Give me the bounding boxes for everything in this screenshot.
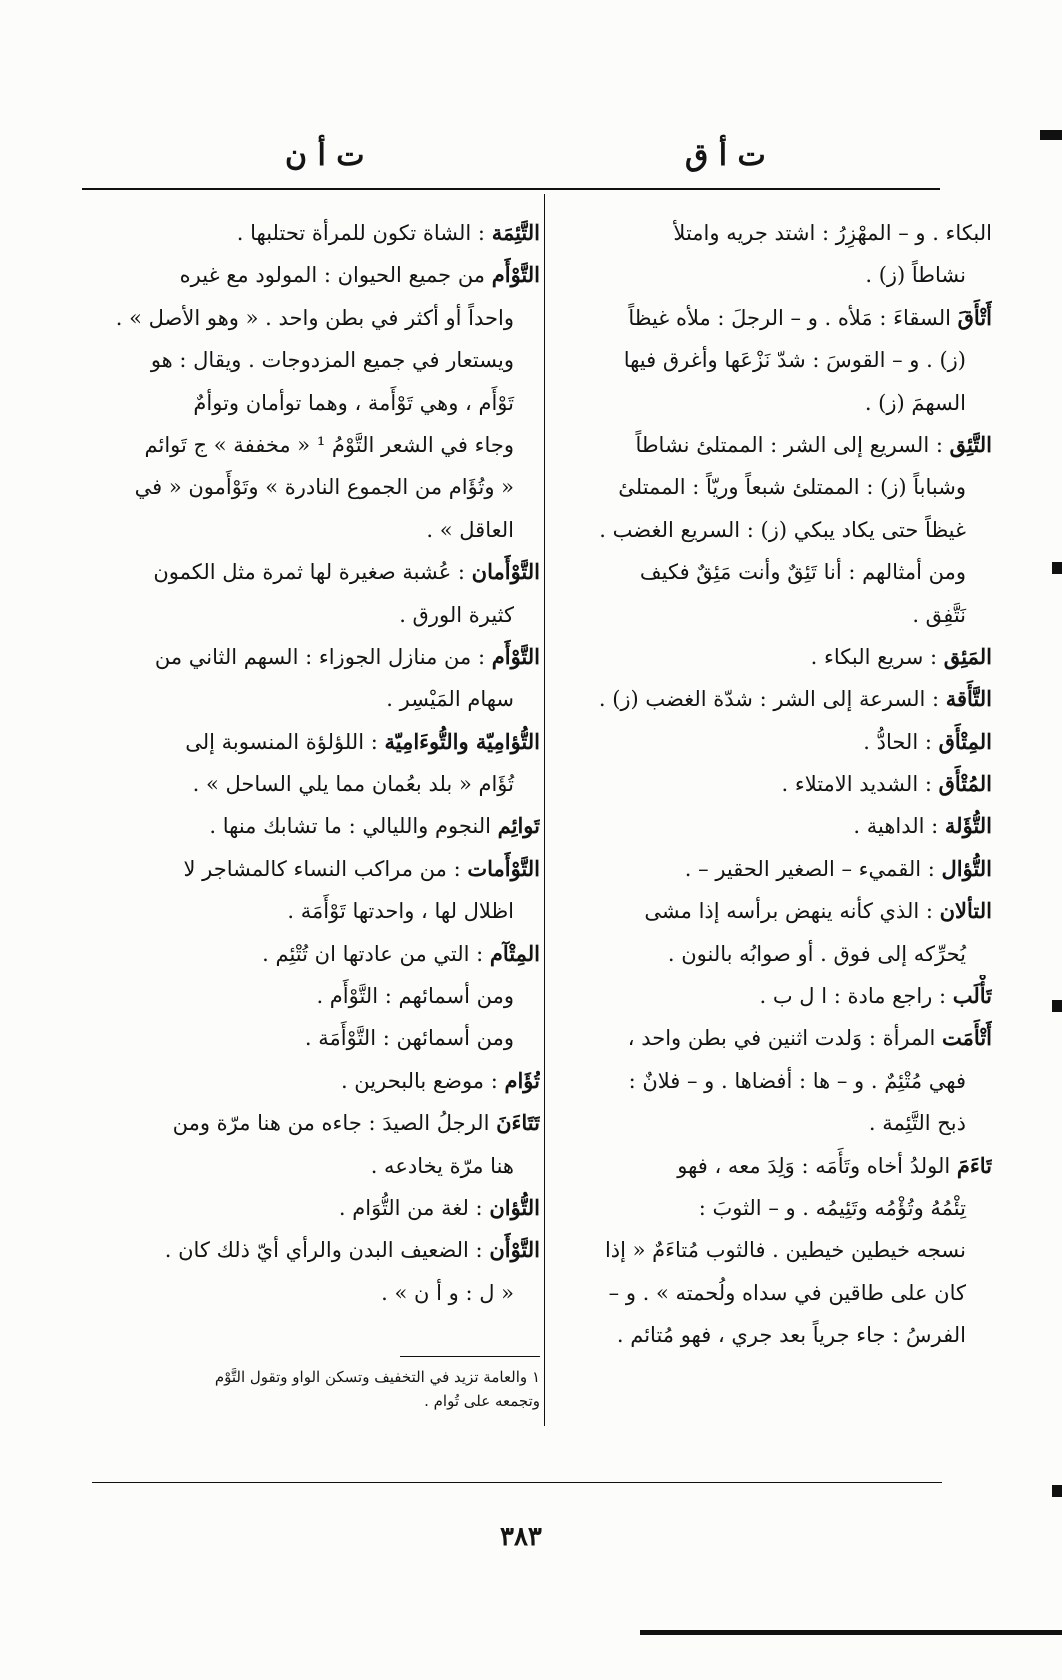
dictionary-line — [88, 848, 540, 890]
definition-text: (ز) . و – القوسَ : شدّ نَزْعَها وأغرق فيها — [623, 348, 966, 373]
definition-text: : الداهية . — [853, 814, 945, 839]
definition-text: : اللؤلؤة المنسوبة إلى — [185, 729, 385, 754]
definition-text: : الضعيف البدن والرأي أيّ ذلك كان . — [164, 1238, 490, 1263]
dictionary-line — [552, 1229, 992, 1271]
dictionary-line — [552, 424, 992, 466]
dictionary-line — [552, 1314, 992, 1356]
definition-text: « ل : و أ ن » . — [381, 1280, 514, 1305]
scan-edge-mark — [1052, 562, 1062, 574]
definition-text: تِئْمُهُ وتُؤْمُه وتَئِيمُه . و – الثوبَ : — [698, 1195, 966, 1220]
headword: تَتَاءَنَ — [496, 1110, 540, 1136]
definition-text: : الشديد الامتلاء . — [781, 772, 939, 797]
dictionary-line — [88, 212, 540, 254]
headword: المِتْأَق — [938, 728, 992, 754]
headword: أَتْأَقَ — [957, 304, 992, 330]
dictionary-line — [552, 763, 992, 805]
dictionary-line — [88, 975, 540, 1017]
dictionary-line — [88, 424, 540, 466]
dictionary-line — [88, 382, 540, 424]
page-number: ٣٨٣ — [500, 1522, 542, 1552]
dictionary-line — [552, 975, 992, 1017]
scan-edge-mark — [1052, 1000, 1062, 1012]
dictionary-line — [88, 1017, 540, 1059]
scan-edge-mark — [1040, 130, 1062, 140]
definition-text: وجاء في الشعر التَّوْمُ ¹ « مخففة » ج تَوائم — [144, 432, 514, 457]
bottom-rule — [92, 1482, 942, 1483]
definition-text: نسجه خيطين خيطين . فالثوب مُتاءَمٌ « إذا — [604, 1238, 966, 1263]
dictionary-line — [88, 1187, 540, 1229]
definition-text: ويستعار في جميع المزدوجات . ويقال : هو — [150, 348, 514, 373]
headword: التَّوْأَمان — [471, 559, 540, 585]
definition-text: تَوْأَم ، وهي تَوْأَمة ، وهما توأمان وتوأمٌ — [193, 390, 514, 415]
definition-text: : من مراكب النساء كالمشاجر لا — [183, 856, 468, 881]
dictionary-line — [552, 509, 992, 551]
headword: التُّؤَلة — [944, 813, 992, 839]
definition-text: ومن أسمائهن : التَّوْأَمَة . — [304, 1026, 514, 1051]
dictionary-line — [552, 805, 992, 847]
headword: التَّئِمَة — [491, 220, 540, 245]
dictionary-line — [88, 1229, 540, 1271]
dictionary-line — [552, 636, 992, 678]
definition-text: غيظاً حتى يكاد يبكي (ز) : السريع الغضب . — [599, 517, 966, 542]
headword: تُؤَام — [504, 1067, 540, 1093]
definition-text: سهام المَيْسِر . — [386, 687, 514, 712]
headword: التُّؤان — [489, 1194, 540, 1220]
definition-text: المرأة : وَلدت اثنين في بطن واحد ، — [627, 1026, 943, 1051]
definition-text: نشاطاً (ز) . — [865, 263, 966, 288]
definition-text: : الحادُّ . — [863, 729, 939, 754]
definition-text: نَتَّفِق . — [912, 602, 966, 627]
definition-text: فهي مُتْئِمٌ . و – ها : أفضاها . و – فلانٌ : — [628, 1068, 966, 1093]
dictionary-line — [552, 933, 992, 975]
headword: المَئِق — [943, 643, 992, 669]
definition-text: : الشاة تكون للمرأة تحتلبها . — [236, 221, 492, 245]
definition-text: : التي من عادتها ان تُتْئِم . — [262, 941, 490, 966]
definition-text: البكاء . و – المهْزِرُ : اشتد جريه وامتلأ — [673, 221, 992, 245]
definition-text: النجوم والليالي : ما تشابك منها . — [209, 814, 498, 839]
headword: تَاءَمَ — [956, 1152, 992, 1178]
dictionary-line — [552, 1102, 992, 1144]
headword: التُّؤال — [941, 855, 992, 881]
dictionary-line — [88, 678, 540, 720]
headword: التَّئِق — [949, 431, 992, 457]
dictionary-line — [88, 1272, 540, 1314]
dictionary-line — [88, 466, 540, 508]
dictionary-line — [88, 1102, 540, 1144]
scan-edge-mark — [1052, 1485, 1062, 1497]
definition-text: : عُشبة صغيرة لها ثمرة مثل الكمون — [153, 560, 472, 585]
definition-text: العاقل » . — [426, 517, 514, 542]
dictionary-line — [88, 509, 540, 551]
dictionary-line — [552, 848, 992, 890]
left-column — [88, 212, 540, 1314]
definition-text: : موضع بالبحرين . — [340, 1068, 505, 1093]
definition-text: ومن أسمائهم : التَّوْأَم . — [316, 984, 514, 1009]
footnote-line: وتجمعه على تُوام . — [424, 1392, 540, 1410]
dictionary-line — [88, 594, 540, 636]
definition-text: من جميع الحيوان : المولود مع غيره — [179, 263, 492, 288]
definition-text: الفرسُ : جاء جرياً بعد جري ، فهو مُتائم . — [616, 1323, 966, 1348]
definition-text: تُؤَام « بلد بعُمان مما يلي الساحل » . — [192, 772, 514, 797]
definition-text: واحداً أو أكثر في بطن واحد . « وهو الأصل » . — [115, 305, 514, 330]
dictionary-line — [552, 1145, 992, 1187]
right-column — [552, 212, 992, 1357]
dictionary-line — [552, 1272, 992, 1314]
dictionary-line — [88, 721, 540, 763]
dictionary-line — [552, 254, 992, 296]
headword: التَّوْأَم — [491, 262, 540, 288]
headword: التَّأَقة — [945, 686, 992, 712]
definition-text: : سريع البكاء . — [810, 644, 944, 669]
footnote — [100, 1365, 540, 1413]
dictionary-line — [88, 763, 540, 805]
definition-text: السقاءَ : مَلأه . و – الرجلَ : ملأه غيظاً — [628, 305, 958, 330]
headword: التُّؤامِيّة والتُّوءَامِيّة — [384, 728, 540, 754]
dictionary-line — [552, 594, 992, 636]
definition-text: وشباباً (ز) : الممتلئ شبعاً وريّاً : الممتلئ — [618, 475, 966, 500]
dictionary-line — [552, 678, 992, 720]
definition-text: : لغة من التُّوَام . — [338, 1195, 490, 1220]
headword: المِتْآم — [489, 940, 540, 966]
dictionary-line — [88, 1145, 540, 1187]
definition-text: ومن أمثالهم : أنا تَئِقٌ وأنت مَئِقٌ فكيف — [639, 560, 966, 585]
dictionary-line — [552, 1187, 992, 1229]
definition-text: الرجلُ الصيدَ : جاءه من هنا مرّة ومن — [172, 1111, 497, 1136]
dictionary-line — [88, 890, 540, 932]
header-root-right: ت أ ق — [685, 138, 766, 173]
dictionary-line — [88, 805, 540, 847]
dictionary-line — [552, 721, 992, 763]
dictionary-line — [552, 1060, 992, 1102]
dictionary-line — [552, 382, 992, 424]
headword: التألان — [939, 898, 992, 924]
footnote-line: ١ والعامة تزيد في التخفيف وتسكن الواو وتقول التَّوْم — [214, 1368, 540, 1386]
headword: التَّوْأَم — [491, 643, 540, 669]
dictionary-line — [88, 339, 540, 381]
definition-text: ذبح التَّئِمة . — [868, 1111, 966, 1136]
definition-text: : القميء – الصغير الحقير – . — [684, 856, 942, 881]
dictionary-line — [552, 1017, 992, 1059]
definition-text: : السرعة إلى الشر : شدّة الغضب (ز) . — [598, 687, 946, 712]
dictionary-line — [552, 890, 992, 932]
dictionary-line — [88, 636, 540, 678]
headword: أَتْأَمَت — [942, 1025, 992, 1051]
definition-text: السهمَ (ز) . — [864, 390, 966, 415]
dictionary-line — [88, 933, 540, 975]
definition-text: كان على طاقين في سداه ولُحمته » . و – — [608, 1280, 966, 1305]
definition-text: كثيرة الورق . — [399, 602, 514, 627]
scan-edge-line — [640, 1630, 1062, 1635]
definition-text: : من منازل الجوزاء : السهم الثاني من — [154, 644, 492, 669]
definition-text: « وتُؤَام من الجموع النادرة » وتَوْأَمون « في — [134, 475, 514, 500]
dictionary-line — [88, 254, 540, 296]
definition-text: : راجع مادة : ا ل ب . — [759, 984, 953, 1009]
headword: المُتْأَق — [938, 771, 992, 797]
dictionary-line — [552, 212, 992, 254]
headword: التَّوْأَمات — [467, 855, 540, 881]
headword: تَوائِم — [497, 813, 540, 839]
column-divider — [544, 194, 545, 1426]
dictionary-line — [552, 466, 992, 508]
header-root-left: ت أ ن — [285, 138, 365, 173]
header-rule — [82, 188, 940, 190]
dictionary-line — [552, 339, 992, 381]
definition-text: : الذي كأنه ينهض برأسه إذا مشى — [644, 899, 940, 924]
definition-text: الولدُ أخاه وتَأَمَه : وَلِدَ معه ، فهو — [677, 1153, 957, 1178]
dictionary-line — [552, 297, 992, 339]
dictionary-line — [88, 551, 540, 593]
headword: التَّوْأَن — [489, 1237, 540, 1263]
dictionary-line — [88, 297, 540, 339]
definition-text: يُحرِّكه إلى فوق . أو صوابُه بالنون . — [667, 941, 966, 966]
footnote-rule — [400, 1356, 540, 1357]
dictionary-line — [552, 551, 992, 593]
definition-text: هنا مرّة يخادعه . — [370, 1153, 514, 1178]
headword: تَأْلَب — [952, 983, 992, 1009]
dictionary-line — [88, 1060, 540, 1102]
definition-text: اظلال لها ، واحدتها تَوْأَمَة . — [287, 899, 514, 924]
definition-text: : السريع إلى الشر : الممتلئ نشاطاً — [635, 432, 950, 457]
